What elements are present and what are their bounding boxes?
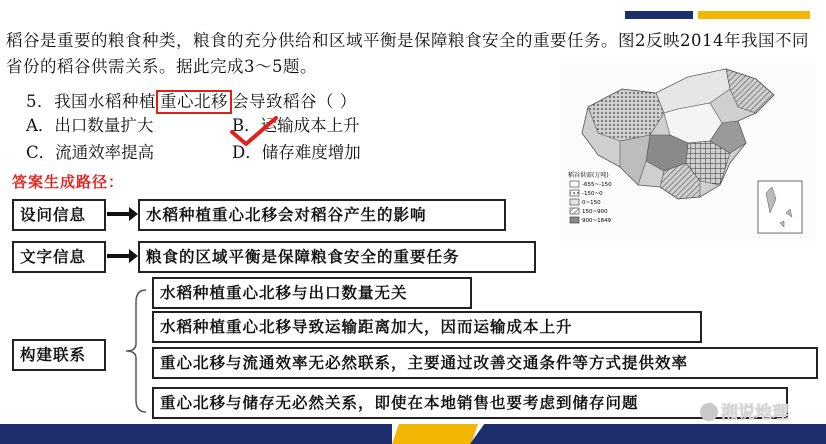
bottom-accent-bar-navy-right <box>470 424 826 444</box>
question-stem: 稻谷是重要的粮食种类，粮食的充分供给和区域平衡是保障粮食安全的重要任务。图2反映2014年我国不同省份的稻谷供需关系。据此完成3～5题。 <box>6 31 809 76</box>
arrow-icon <box>107 212 131 216</box>
link-item-2: 水稻种植重心北移导致运输距离加大，因而运输成本上升 <box>152 311 702 343</box>
option-a: A．出口数量扩大 <box>26 116 154 135</box>
label-ask-info: 设问信息 <box>12 199 106 231</box>
answer-path-title: 答案生成路径： <box>12 173 125 191</box>
legend-item: 900~1849 <box>582 218 612 224</box>
link-item-4: 重心北移与储存无必然关系，即使在本地销售也要考虑到储存问题 <box>152 387 788 419</box>
watermark-logo-icon <box>700 403 718 421</box>
label-text-info: 文字信息 <box>12 241 106 273</box>
highlighted-keyword: 重心北移 <box>156 90 232 114</box>
map-figure <box>560 63 815 241</box>
bracket-icon <box>110 288 150 414</box>
watermark-text: 湘说地理 <box>721 403 789 423</box>
legend-item: 0~150 <box>582 200 601 206</box>
bottom-accent-bar-navy <box>0 424 392 444</box>
link-item-1: 水稻种植重心北移与出口数量无关 <box>152 277 472 309</box>
bottom-accent-bar-gold <box>392 424 478 444</box>
option-d: D．储存难度增加 <box>232 143 361 162</box>
top-accent-bar-gold <box>698 11 810 19</box>
label-build-link: 构建联系 <box>12 339 106 371</box>
top-accent-bar-navy <box>625 11 693 19</box>
question-suffix: 会导致稻谷（ ） <box>232 92 357 111</box>
link-item-3: 重心北移与流通效率无必然联系，主要通过改善交通条件等方式提供效率 <box>152 347 818 379</box>
ask-info-content: 水稻种植重心北移会对稻谷产生的影响 <box>138 199 506 231</box>
legend-title: 稻谷供需(万吨) <box>568 172 609 179</box>
legend-item: -150~0 <box>582 191 603 197</box>
question-5 <box>26 90 357 114</box>
legend-item: 150~900 <box>582 209 608 215</box>
legend-item: -655~-150 <box>582 182 612 188</box>
option-c: C．流通效率提高 <box>26 143 155 162</box>
checkmark-icon <box>228 114 280 150</box>
text-info-content: 粮食的区域平衡是保障粮食安全的重要任务 <box>138 241 536 273</box>
option-b: B．运输成本上升 <box>232 116 360 135</box>
arrow-icon <box>107 254 131 258</box>
watermark <box>700 398 789 423</box>
question-prefix: 5．我国水稻种植 <box>26 92 156 111</box>
china-rice-map <box>560 63 815 241</box>
